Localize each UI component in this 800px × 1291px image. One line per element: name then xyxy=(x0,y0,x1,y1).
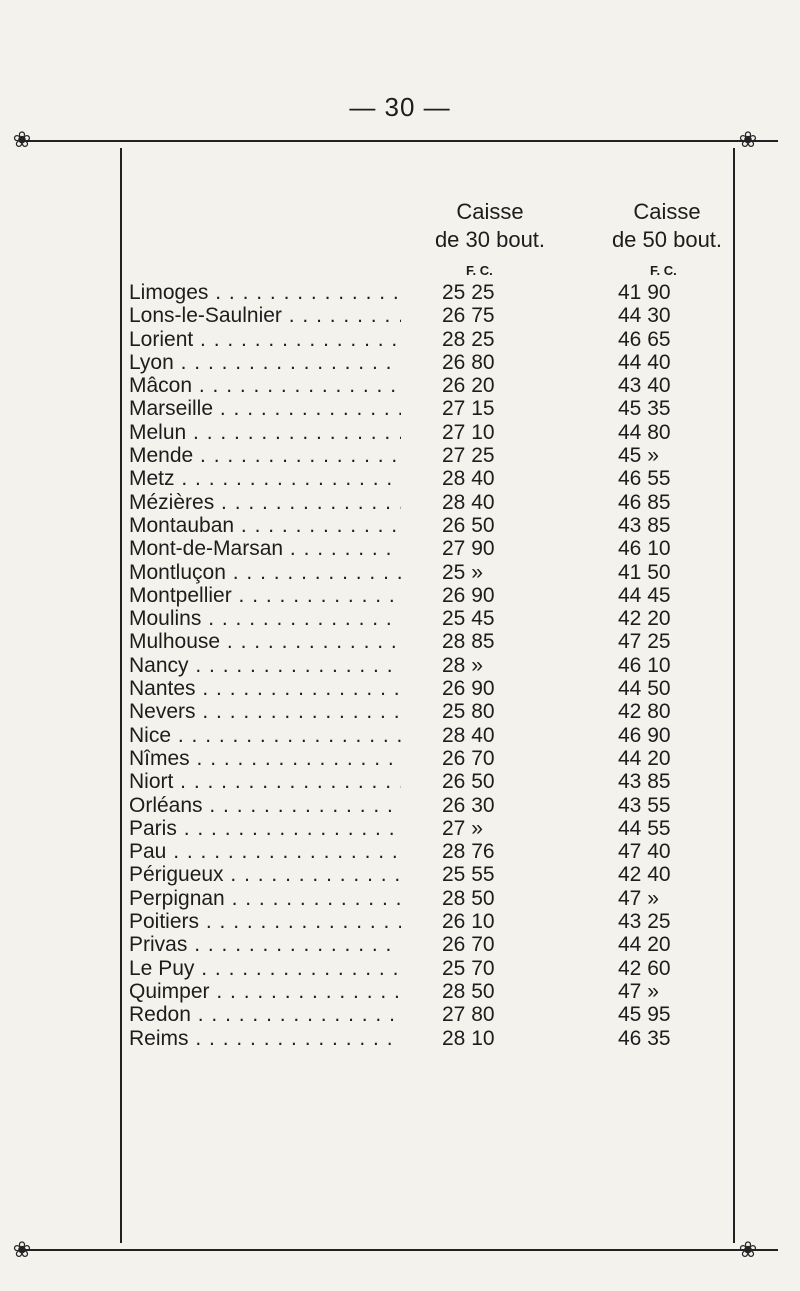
price-50-bottles: 46 55 xyxy=(618,467,671,491)
table-row xyxy=(0,1003,800,1026)
price-30-bottles: 28 50 xyxy=(442,979,495,1003)
city-name: Quimper . . . xyxy=(129,980,401,1003)
city-name: Redon . . . xyxy=(129,1003,401,1026)
city-name: Mâcon . . . xyxy=(129,374,401,397)
price-50-bottles: 43 85 xyxy=(618,770,671,794)
price-30-bottles: 27 » xyxy=(442,816,483,840)
table-row xyxy=(0,630,800,653)
price-50-bottles: 44 55 xyxy=(618,816,671,840)
price-50-bottles: 44 80 xyxy=(618,420,671,444)
price-30-bottles: 26 75 xyxy=(442,304,495,328)
city-name: Privas . . . xyxy=(129,933,401,956)
price-30-bottles: 27 80 xyxy=(442,1003,495,1027)
table-row xyxy=(0,817,800,840)
price-30-bottles: 25 25 xyxy=(442,281,495,304)
price-30-bottles: 26 70 xyxy=(442,746,495,770)
city-name: Mende . . . xyxy=(129,444,401,467)
price-30-bottles: 28 50 xyxy=(442,886,495,910)
table-row xyxy=(0,304,800,327)
city-name: Montpellier . . . xyxy=(129,584,401,607)
column-header-line: de 50 bout. xyxy=(611,227,723,252)
price-30-bottles: 28 40 xyxy=(442,467,495,491)
table-row xyxy=(0,374,800,397)
price-30-bottles: 28 25 xyxy=(442,327,495,351)
city-name: Poitiers . . . xyxy=(129,910,401,933)
price-30-bottles: 26 70 xyxy=(442,933,495,957)
price-50-bottles: 46 10 xyxy=(618,537,671,561)
city-name: Nancy . . . xyxy=(129,654,401,677)
table-row xyxy=(0,840,800,863)
table-row xyxy=(0,491,800,514)
table-row xyxy=(0,677,800,700)
price-50-bottles: 46 35 xyxy=(618,1026,671,1050)
city-name: Mulhouse . . . xyxy=(129,630,401,653)
price-50-bottles: 47 » xyxy=(618,886,659,910)
city-name: Niort . . . xyxy=(129,770,401,793)
unit-label-30: F. C. xyxy=(466,263,493,278)
corner-ornament-icon: ❀ xyxy=(12,127,32,152)
price-50-bottles: 43 40 xyxy=(618,374,671,398)
table-row xyxy=(0,281,800,304)
price-30-bottles: 25 70 xyxy=(442,956,495,980)
city-name: Pau . . . xyxy=(129,840,401,863)
city-name: Périgueux . . . xyxy=(129,863,401,886)
price-50-bottles: 45 35 xyxy=(618,397,671,421)
price-50-bottles: 43 85 xyxy=(618,513,671,537)
price-30-bottles: 27 25 xyxy=(442,444,495,468)
corner-ornament-icon: ❀ xyxy=(738,1237,758,1262)
price-50-bottles: 43 55 xyxy=(618,793,671,817)
table-row xyxy=(0,514,800,537)
price-30-bottles: 28 40 xyxy=(442,723,495,747)
price-30-bottles: 28 76 xyxy=(442,840,495,864)
table-row xyxy=(0,467,800,490)
price-30-bottles: 28 85 xyxy=(442,630,495,654)
table-row xyxy=(0,794,800,817)
city-name: Melun . . . xyxy=(129,421,401,444)
price-50-bottles: 47 » xyxy=(618,979,659,1003)
price-50-bottles: 44 20 xyxy=(618,746,671,770)
price-50-bottles: 44 40 xyxy=(618,350,671,374)
price-30-bottles: 26 90 xyxy=(442,583,495,607)
table-row xyxy=(0,421,800,444)
unit-label-50: F. C. xyxy=(650,263,677,278)
price-30-bottles: 26 50 xyxy=(442,770,495,794)
frame-top-rule xyxy=(22,140,778,142)
table-row xyxy=(0,887,800,910)
price-50-bottles: 44 20 xyxy=(618,933,671,957)
price-30-bottles: 25 55 xyxy=(442,863,495,887)
city-name: Orléans . . . xyxy=(129,794,401,817)
city-name: Nevers . . . xyxy=(129,700,401,723)
table-row xyxy=(0,328,800,351)
price-50-bottles: 46 65 xyxy=(618,327,671,351)
page-number: — 30 — xyxy=(349,92,451,122)
table-row xyxy=(0,724,800,747)
table-row xyxy=(0,397,800,420)
price-30-bottles: 26 20 xyxy=(442,374,495,398)
city-name: Mézières . . . xyxy=(129,491,401,514)
frame-bottom-rule xyxy=(22,1249,778,1251)
price-30-bottles: 27 90 xyxy=(442,537,495,561)
table-row xyxy=(0,910,800,933)
city-name: Marseille . . . xyxy=(129,397,401,420)
city-name: Moulins . . . xyxy=(129,607,401,630)
table-row xyxy=(0,700,800,723)
price-30-bottles: 26 50 xyxy=(442,513,495,537)
price-30-bottles: 28 » xyxy=(442,653,483,677)
price-50-bottles: 45 » xyxy=(618,444,659,468)
price-50-bottles: 47 40 xyxy=(618,840,671,864)
price-50-bottles: 42 60 xyxy=(618,956,671,980)
table-row xyxy=(0,863,800,886)
city-name: Montauban . . . xyxy=(129,514,401,537)
city-name: Nice . . . xyxy=(129,724,401,747)
price-50-bottles: 46 85 xyxy=(618,490,671,514)
price-50-bottles: 41 90 xyxy=(618,281,671,304)
price-30-bottles: 26 90 xyxy=(442,677,495,701)
price-50-bottles: 41 50 xyxy=(618,560,671,584)
city-name: Perpignan . . . xyxy=(129,887,401,910)
city-name: Nantes . . . xyxy=(129,677,401,700)
price-50-bottles: 42 20 xyxy=(618,607,671,631)
table-row xyxy=(0,747,800,770)
price-50-bottles: 42 80 xyxy=(618,700,671,724)
price-table xyxy=(0,281,800,1050)
corner-ornament-icon: ❀ xyxy=(12,1237,32,1262)
city-name: Lyon . . . xyxy=(129,351,401,374)
table-row xyxy=(0,607,800,630)
price-30-bottles: 27 15 xyxy=(442,397,495,421)
price-30-bottles: 26 30 xyxy=(442,793,495,817)
price-30-bottles: 25 45 xyxy=(442,607,495,631)
city-name: Le Puy . . . xyxy=(129,957,401,980)
table-row xyxy=(0,537,800,560)
column-header-line: de 30 bout. xyxy=(434,227,546,252)
price-50-bottles: 44 30 xyxy=(618,304,671,328)
column-header-line: Caisse xyxy=(633,199,701,224)
price-30-bottles: 25 80 xyxy=(442,700,495,724)
price-30-bottles: 27 10 xyxy=(442,420,495,444)
column-header-50 xyxy=(552,198,782,254)
table-row xyxy=(0,933,800,956)
price-30-bottles: 25 » xyxy=(442,560,483,584)
price-50-bottles: 42 40 xyxy=(618,863,671,887)
city-name: Nîmes . . . xyxy=(129,747,401,770)
price-50-bottles: 46 90 xyxy=(618,723,671,747)
table-row xyxy=(0,584,800,607)
city-name: Mont-de-Marsan . . . xyxy=(129,537,401,560)
table-row xyxy=(0,1027,800,1050)
city-name: Montluçon . . . xyxy=(129,561,401,584)
price-50-bottles: 43 25 xyxy=(618,910,671,934)
table-row xyxy=(0,654,800,677)
price-30-bottles: 26 10 xyxy=(442,910,495,934)
table-row xyxy=(0,351,800,374)
price-50-bottles: 44 50 xyxy=(618,677,671,701)
price-50-bottles: 44 45 xyxy=(618,583,671,607)
table-row xyxy=(0,770,800,793)
city-name: Reims . . . xyxy=(129,1027,401,1050)
price-50-bottles: 47 25 xyxy=(618,630,671,654)
table-row xyxy=(0,561,800,584)
corner-ornament-icon: ❀ xyxy=(738,127,758,152)
table-row xyxy=(0,957,800,980)
city-name: Limoges . . . xyxy=(129,281,401,304)
price-50-bottles: 45 95 xyxy=(618,1003,671,1027)
column-header-line: Caisse xyxy=(456,199,524,224)
city-name: Metz . . . xyxy=(129,467,401,490)
table-row xyxy=(0,444,800,467)
price-30-bottles: 26 80 xyxy=(442,350,495,374)
price-30-bottles: 28 40 xyxy=(442,490,495,514)
price-30-bottles: 28 10 xyxy=(442,1026,495,1050)
city-name: Lorient . . . xyxy=(129,328,401,351)
city-name: Paris . . . xyxy=(129,817,401,840)
price-50-bottles: 46 10 xyxy=(618,653,671,677)
table-row xyxy=(0,980,800,1003)
city-name: Lons-le-Saulnier . . . xyxy=(129,304,401,327)
